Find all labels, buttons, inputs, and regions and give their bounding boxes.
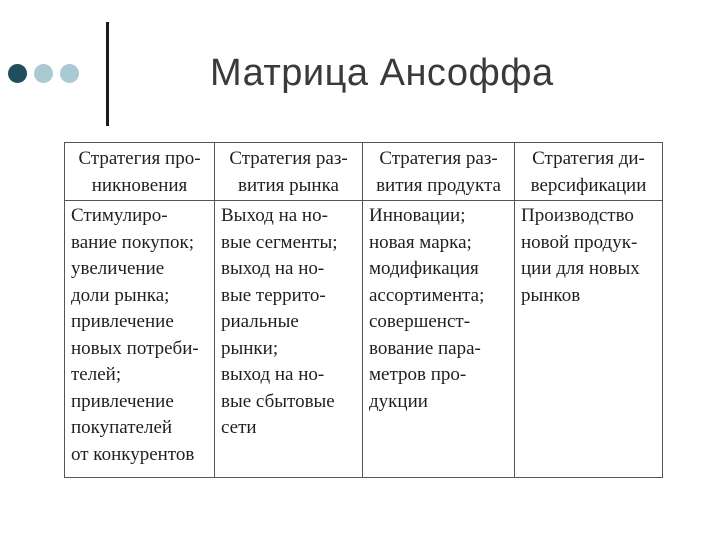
vertical-divider: [106, 22, 109, 126]
ansoff-matrix-table: [64, 142, 663, 478]
cell-product-development: Инновации; новая марка; модификация ассортимента; совершенст- вование пара- метров про- дукции: [363, 201, 515, 478]
header-product-development: Стратегия раз- вития продукта: [363, 143, 515, 201]
light-dot-icon: [34, 64, 53, 83]
bullet-dots-decoration: [8, 64, 79, 83]
slide-title: Матрица Ансоффа: [210, 52, 554, 94]
table-header-row: [65, 143, 663, 201]
table-row: [65, 201, 663, 478]
header-diversification: Стратегия ди- версификации: [515, 143, 663, 201]
cell-penetration: Стимулиро- вание покупок; увеличение доли рынка; привлечение новых потреби- телей; привлечение покупателей от конкурентов: [65, 201, 215, 478]
cell-diversification: Производство новой продук- ции для новых рынков: [515, 201, 663, 478]
header-penetration: Стратегия про- никновения: [65, 143, 215, 201]
header-market-development: Стратегия раз- вития рынка: [215, 143, 363, 201]
cell-market-development: Выход на но- вые сегменты; выход на но- вые террито- риальные рынки; выход на но- вые сбытовые сети: [215, 201, 363, 478]
light-dot-icon: [60, 64, 79, 83]
dark-dot-icon: [8, 64, 27, 83]
